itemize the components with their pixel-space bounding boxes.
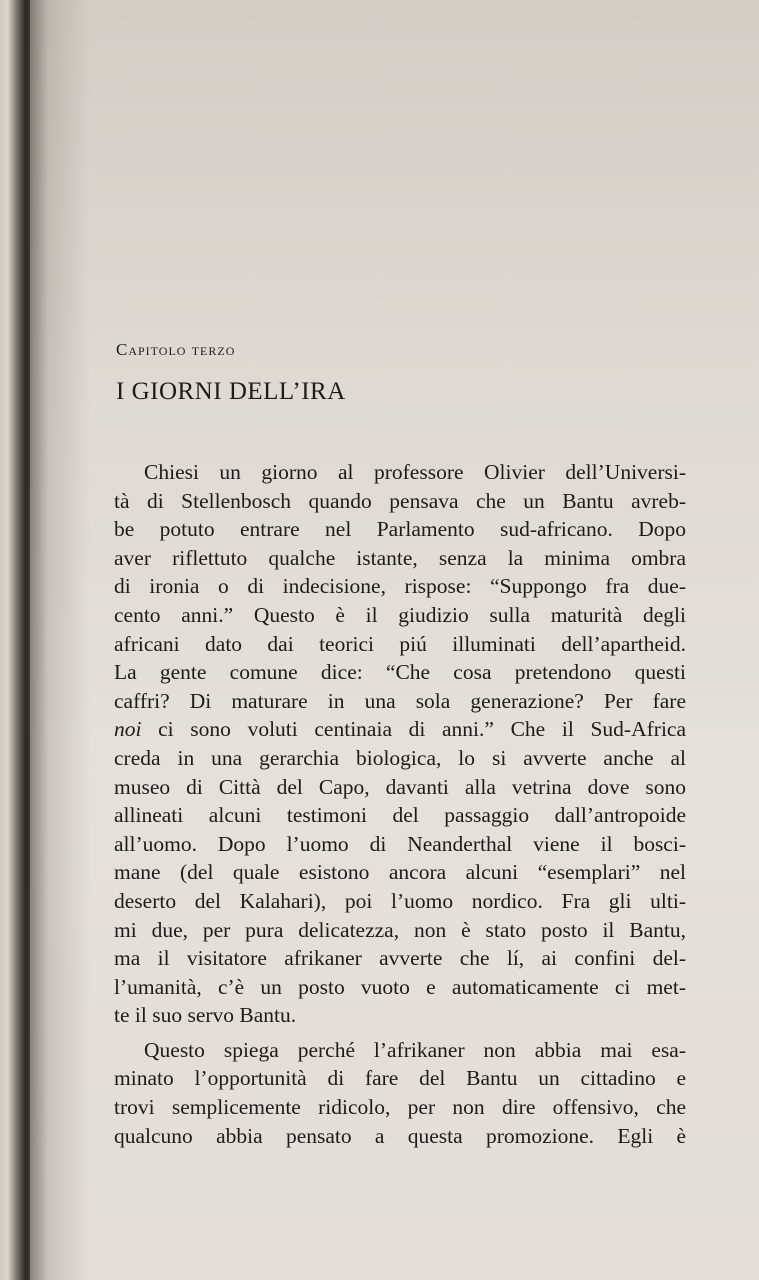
text-line: La gente comune dice: “Che cosa pretendono questi xyxy=(114,660,686,685)
chapter-title: I GIORNI DELL’IRA xyxy=(116,378,346,405)
text-line: all’uomo. Dopo l’uomo di Neanderthal viene il bosci- xyxy=(114,831,686,856)
text-line: di ironia o di indecisione, rispose: “Suppongo fra due- xyxy=(114,574,686,599)
text-line: Questo spiega perché l’afrikaner non abbia mai esa- xyxy=(144,1037,686,1062)
paragraph-2 xyxy=(114,1036,686,1150)
text-line: minato l’opportunità di fare del Bantu un cittadino e xyxy=(114,1066,686,1091)
text-line: deserto del Kalahari), poi l’uomo nordico. Fra gli ulti- xyxy=(114,888,686,913)
text-line: l’umanità, c’è un posto vuoto e automaticamente ci met- xyxy=(114,974,686,999)
text-line: caffri? Di maturare in una sola generazione? Per fare xyxy=(114,688,686,713)
text-line: mane (del quale esistono ancora alcuni “esemplari” nel xyxy=(114,860,686,885)
text-line: tà di Stellenbosch quando pensava che un Bantu avreb- xyxy=(114,488,686,513)
page-content xyxy=(114,338,686,1150)
text-line: museo di Città del Capo, davanti alla vetrina dove sono xyxy=(114,774,686,799)
text-line: cento anni.” Questo è il giudizio sulla maturità degli xyxy=(114,602,686,627)
text-line: be potuto entrare nel Parlamento sud-africano. Dopo xyxy=(114,517,686,542)
text-line: te il suo servo Bantu. xyxy=(114,1003,297,1028)
text-line: Chiesi un giorno al professore Olivier dell’Universi- xyxy=(144,460,686,484)
chapter-label: Capitolo terzo xyxy=(116,340,236,359)
text-line: allineati alcuni testimoni del passaggio dall’antropoide xyxy=(114,803,686,828)
text-line: africani dato dai teorici piú illuminati dell’apartheid. xyxy=(114,631,686,656)
text-line: mi due, per pura delicatezza, non è stato posto il Bantu, xyxy=(114,917,686,942)
text-line: noi ci sono voluti centinaia di anni.” Che il Sud-Africa xyxy=(114,717,686,742)
book-page xyxy=(30,0,759,1280)
book-gutter xyxy=(0,0,30,1280)
paragraph-1 xyxy=(114,458,686,1030)
text-line: ma il visitatore afrikaner avverte che lí, ai confini del- xyxy=(114,946,686,971)
text-line: trovi semplicemente ridicolo, per non dire offensivo, che xyxy=(114,1095,686,1120)
emphasis-word: noi xyxy=(114,717,142,742)
text-line: qualcuno abbia pensato a questa promozione. Egli è xyxy=(114,1123,686,1148)
text-line: aver riflettuto qualche istante, senza la minima ombra xyxy=(114,545,686,570)
text-line: creda in una gerarchia biologica, lo si avverte anche al xyxy=(114,745,686,770)
